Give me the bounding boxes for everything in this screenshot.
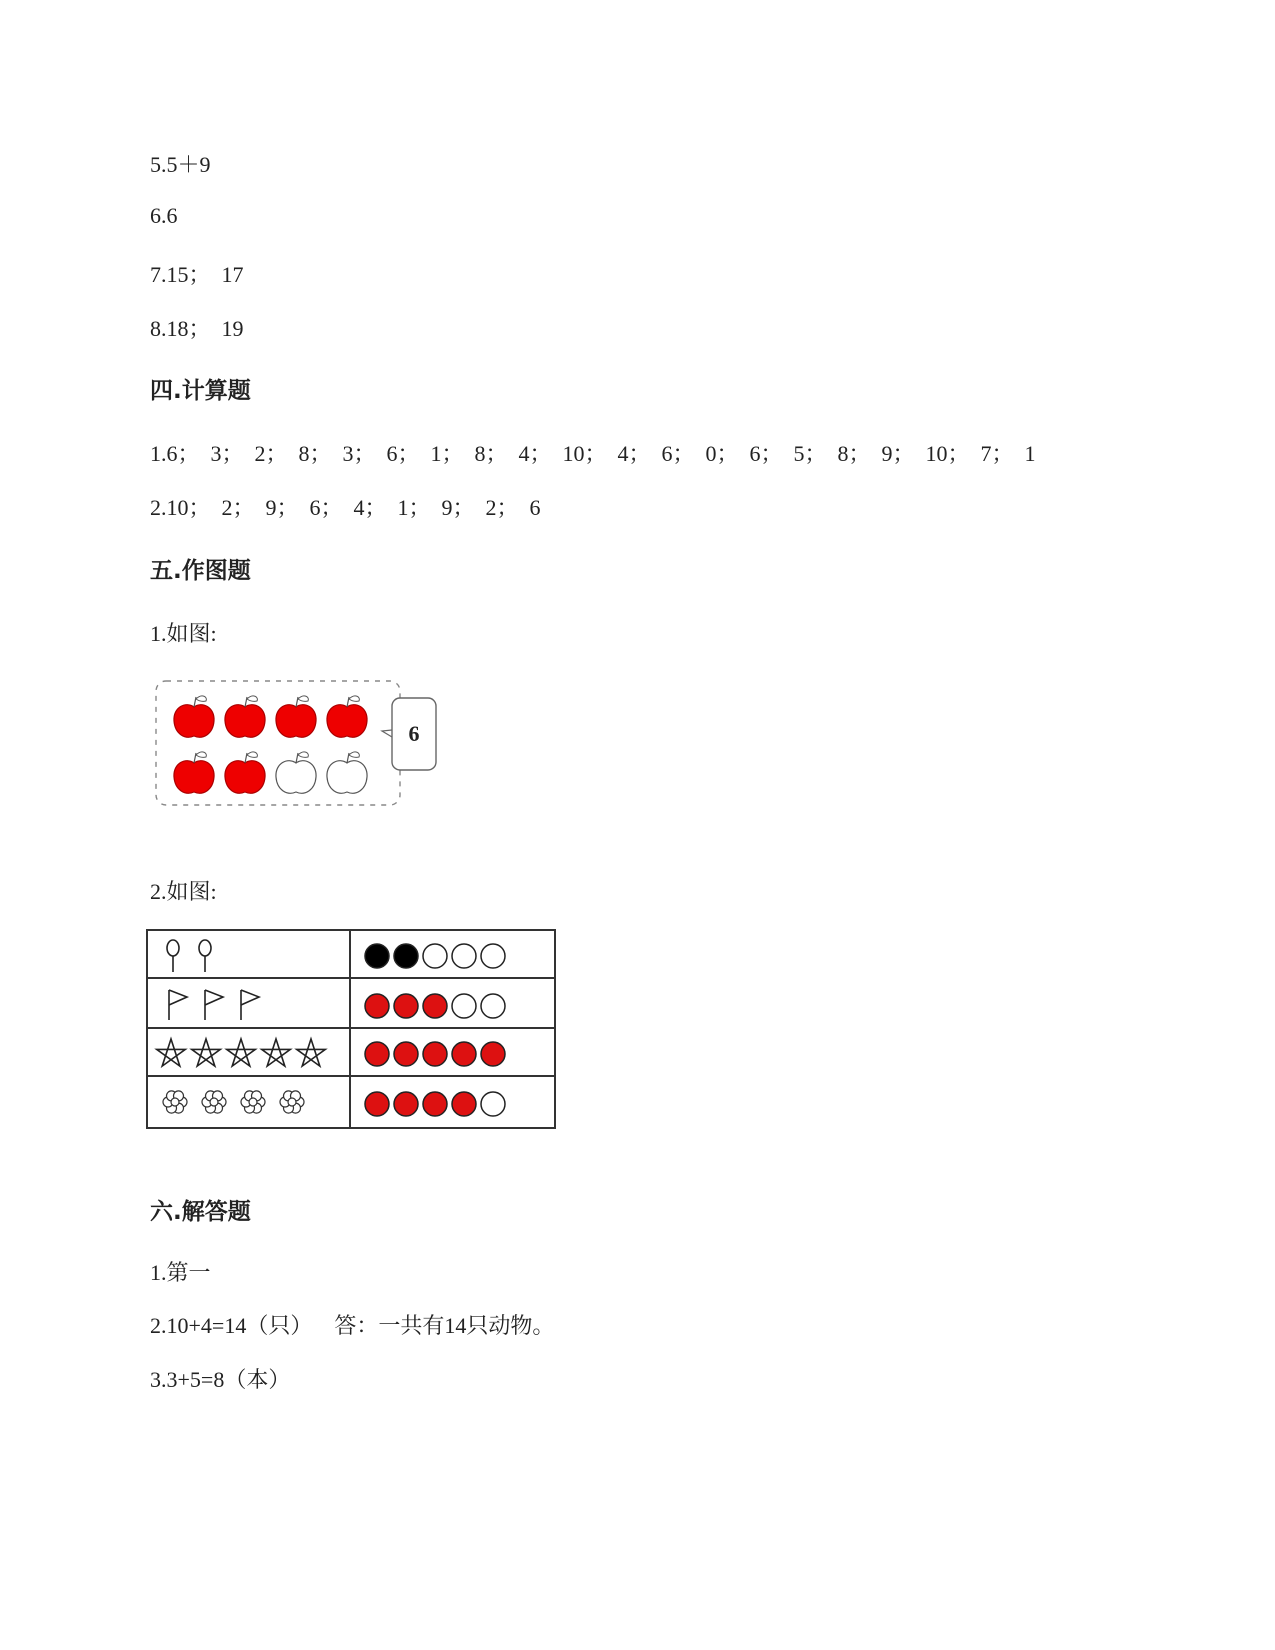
filled-circle	[394, 994, 418, 1018]
section-6-answer-2: 2.10+4=14（只） 答：一共有14只动物。	[150, 1313, 555, 1338]
matching-table	[145, 928, 565, 1134]
empty-circle	[452, 994, 476, 1018]
apple-empty-icon	[276, 752, 316, 793]
section-6-title: 六.解答题	[150, 1199, 251, 1225]
empty-circle	[452, 944, 476, 968]
apple-red-icon	[327, 696, 367, 737]
filled-circle	[365, 1042, 389, 1066]
flower-icon	[163, 1091, 187, 1113]
row-circles	[365, 1092, 505, 1116]
flower-icon	[202, 1091, 226, 1113]
flower-icon	[241, 1091, 265, 1113]
flower-icon	[280, 1091, 304, 1113]
section-6-answer-1: 1.第一	[150, 1260, 211, 1285]
apple-figure	[150, 675, 450, 815]
row-circles	[365, 944, 505, 968]
answer-line-6: 6.6	[150, 203, 178, 228]
filled-circle	[423, 1092, 447, 1116]
filled-circle	[365, 1092, 389, 1116]
empty-circle	[423, 944, 447, 968]
figure-2-caption: 2.如图:	[150, 879, 217, 904]
answer-line-7: 7.15； 17	[150, 262, 244, 287]
apple-red-icon	[174, 696, 214, 737]
answer-line-5: 5.5＋9	[150, 152, 211, 177]
figure-1-caption: 1.如图:	[150, 621, 217, 646]
apple-red-icon	[276, 696, 316, 737]
row-circles	[365, 1042, 505, 1066]
empty-circle	[481, 1092, 505, 1116]
filled-circle	[394, 1042, 418, 1066]
filled-circle	[423, 994, 447, 1018]
row-circles	[365, 994, 505, 1018]
section-6-answer-3: 3.3+5=8（本）	[150, 1367, 291, 1392]
apples-group	[174, 696, 367, 793]
count-label: 6	[408, 721, 420, 746]
filled-circle	[481, 1042, 505, 1066]
empty-circle	[481, 944, 505, 968]
count-bubble	[382, 698, 436, 770]
filled-circle	[365, 994, 389, 1018]
answer-line-8: 8.18； 19	[150, 316, 244, 341]
filled-circle	[394, 1092, 418, 1116]
filled-circle	[365, 944, 389, 968]
empty-circle	[481, 994, 505, 1018]
filled-circle	[452, 1042, 476, 1066]
section-4-answer-2: 2.10； 2； 9； 6； 4； 1； 9； 2； 6	[150, 495, 541, 520]
filled-circle	[452, 1092, 476, 1116]
apple-red-icon	[225, 696, 265, 737]
filled-circle	[423, 1042, 447, 1066]
section-4-title: 四.计算题	[150, 378, 251, 404]
apple-empty-icon	[327, 752, 367, 793]
section-4-answer-1: 1.6； 3； 2； 8； 3； 6； 1； 8； 4； 10； 4； 6； 0； 6； 5； 8； 9； 10； 7； 1	[150, 441, 1036, 466]
apple-red-icon	[174, 752, 214, 793]
filled-circle	[394, 944, 418, 968]
apple-red-icon	[225, 752, 265, 793]
section-5-title: 五.作图题	[150, 558, 251, 584]
